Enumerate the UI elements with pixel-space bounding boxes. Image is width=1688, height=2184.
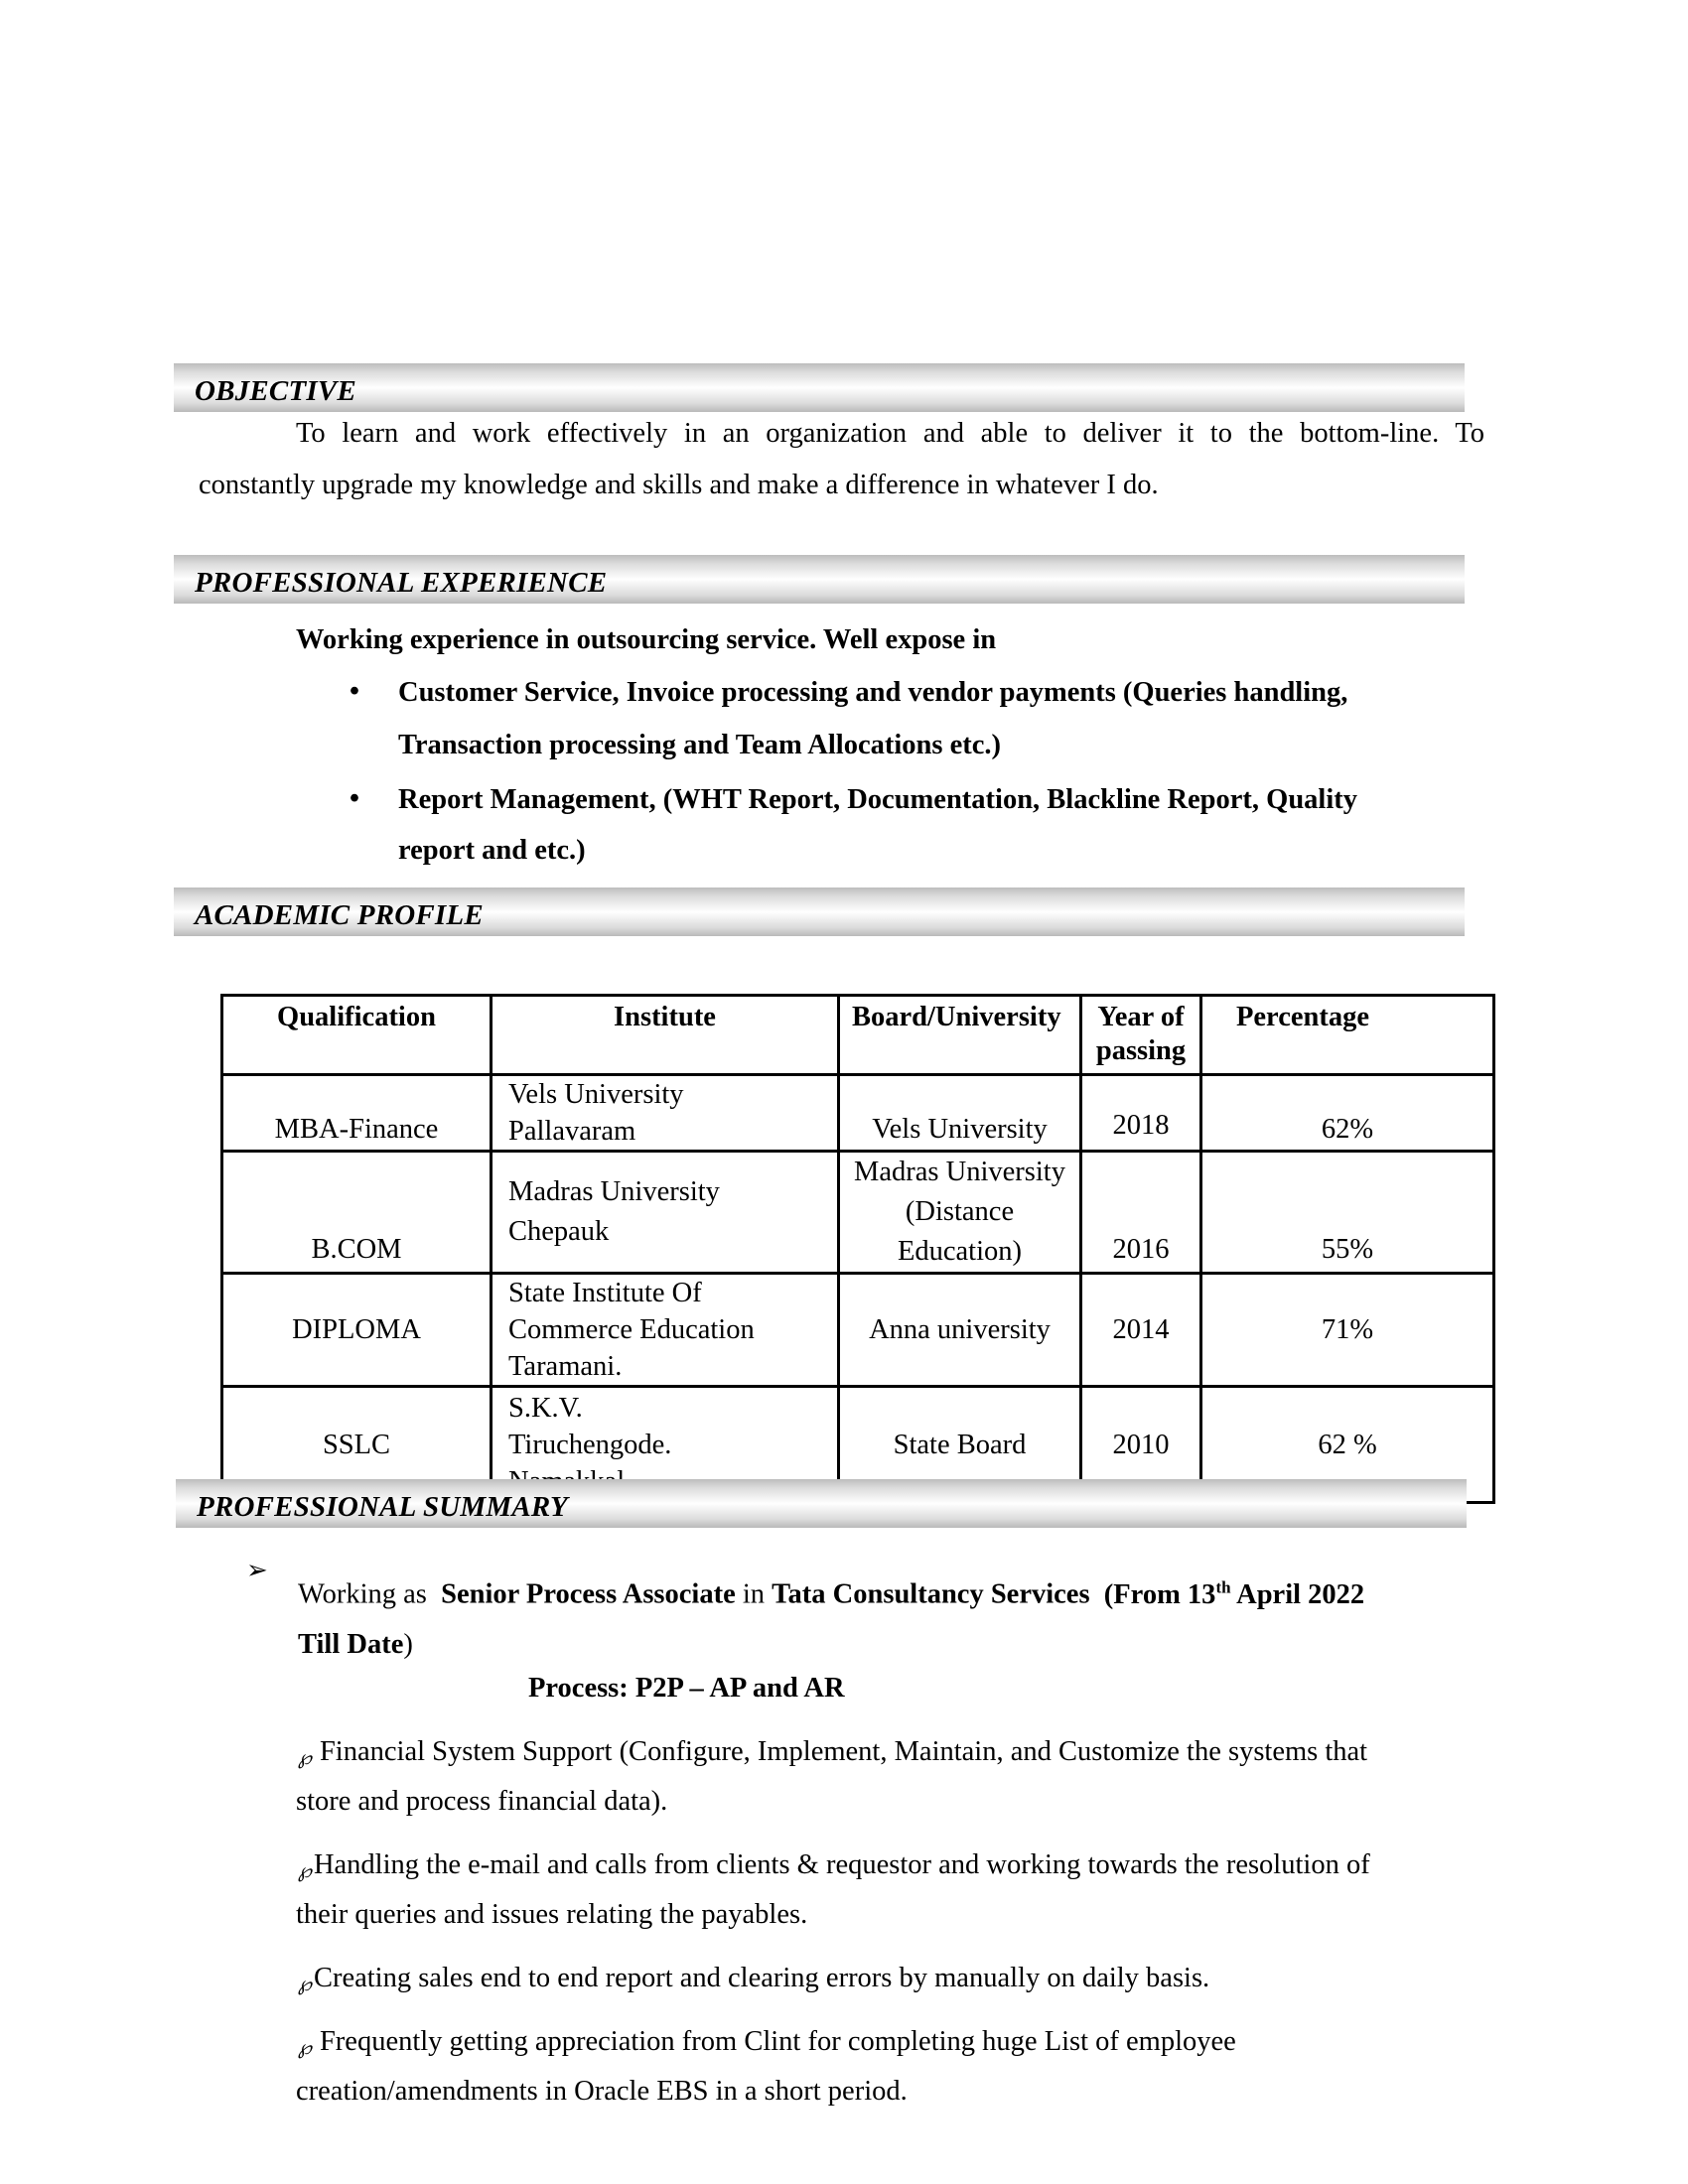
objective-text-line-2: constantly upgrade my knowledge and skills and make a difference in whatever I do. [199,470,1159,500]
experience-bullet-2-line-1: Report Management, (WHT Report, Documentation, Blackline Report, Quality [398,784,1358,815]
cell-percentage: 71% [1201,1274,1494,1387]
experience-bullet-1-line-2: Transaction processing and Team Allocations etc.) [398,730,1001,760]
objective-text-line-1: To learn and work effectively in an organization and able to deliver it to the bottom-line. To [296,418,1484,449]
point-text: Handling the e-mail and calls from clients & requestor and working towards the resolution of [313,1849,1370,1880]
institute-line: S.K.V. [508,1392,583,1424]
point-text: Frequently getting appreciation from Clint for completing huge List of employee [319,2026,1236,2057]
cell-institute [492,1274,839,1387]
from-text: (From 13 [1103,1578,1216,1610]
institute-line: Taramani. [508,1351,623,1382]
cell-board [839,1152,1081,1274]
summary-role-line-2 [298,1631,413,1660]
cell-qualification: MBA-Finance [222,1075,492,1152]
arrow-bullet-icon: ➢ [246,1556,268,1584]
from-rest: April 2022 [1236,1578,1365,1610]
role-prefix: Working as [298,1578,427,1610]
experience-intro: Working experience in outsourcing service. Well expose in [296,624,997,655]
summary-point-2-line-2: their queries and issues relating the payables. [296,1899,808,1930]
close-paren: ) [403,1629,413,1660]
academic-profile-table [220,994,1495,1504]
cell-percentage: 62% [1201,1075,1494,1152]
summary-point-4-line-1 [298,2028,1236,2057]
institute-line: Vels University [508,1079,684,1110]
header-qualification: Qualification [222,996,492,1075]
experience-header-band [174,555,1465,604]
header-institute: Institute [492,996,839,1075]
institute-line: Chepauk [508,1216,610,1247]
header-year [1081,996,1201,1075]
experience-heading: PROFESSIONAL EXPERIENCE [195,567,608,599]
point-text: Financial System Support (Configure, Implement, Maintain, and Customize the systems that [319,1736,1368,1767]
cell-qualification: DIPLOMA [222,1274,492,1387]
summary-role-line-1 [298,1578,1364,1609]
summary-point-3-line-1 [298,1965,1209,1993]
point-bullet-icon: ℘ [298,2037,312,2059]
header-year-line-1: Year of [1097,1002,1185,1032]
cell-board: Anna university [839,1274,1081,1387]
board-line: (Distance Education) [897,1196,1023,1267]
cell-year: 2016 [1081,1152,1201,1274]
cell-percentage: 62 % [1201,1387,1494,1503]
cell-institute [492,1075,839,1152]
point-bullet-icon: ℘ [298,1974,312,1995]
bullet-icon: • [350,783,359,814]
header-percentage: Percentage [1201,996,1494,1075]
objective-header-band [174,363,1465,412]
cell-qualification: SSLC [222,1387,492,1503]
institute-line: Commerce Education [508,1314,755,1345]
institute-line: Madras University [508,1176,720,1207]
company-name: Tata Consultancy Services [772,1578,1090,1610]
objective-heading: OBJECTIVE [195,375,356,407]
summary-point-4-line-2: creation/amendments in Oracle EBS in a short period. [296,2076,908,2107]
cell-institute [492,1152,839,1274]
summary-point-2-line-1 [298,1851,1370,1880]
cell-year: 2010 [1081,1387,1201,1503]
experience-bullet-2-line-2: report and etc.) [398,835,586,866]
table-header-row [222,996,1494,1075]
academic-header-band [174,887,1465,936]
institute-line: Tiruchengode. [508,1429,672,1460]
cell-year: 2014 [1081,1274,1201,1387]
header-year-line-2: passing [1095,1035,1187,1066]
summary-heading: PROFESSIONAL SUMMARY [197,1491,568,1523]
from-superscript: th [1215,1577,1231,1596]
header-board: Board/University [839,996,1081,1075]
point-bullet-icon: ℘ [298,1860,312,1882]
cell-year: 2018 [1081,1075,1201,1152]
summary-point-1-line-2: store and process financial data). [296,1786,668,1817]
board-line: Madras University [854,1157,1065,1187]
summary-header-band [176,1479,1467,1528]
summary-point-1-line-1 [298,1738,1367,1767]
institute-line: Pallavaram [508,1116,636,1147]
role-from-date [1104,1579,1364,1610]
cell-board: State Board [839,1387,1081,1503]
bullet-icon: • [350,676,359,707]
table-row [222,1274,1494,1387]
table-row [222,1152,1494,1274]
cell-percentage: 55% [1201,1152,1494,1274]
cell-qualification: B.COM [222,1152,492,1274]
till-date: Till Date [298,1629,404,1660]
institute-line: State Institute Of [508,1278,702,1308]
point-text: Creating sales end to end report and clearing errors by manually on daily basis. [313,1963,1210,1993]
academic-heading: ACADEMIC PROFILE [195,899,484,931]
table-row [222,1075,1494,1152]
process-label: Process: P2P – AP and AR [528,1673,845,1704]
role-in: in [742,1578,766,1610]
experience-bullet-1-line-1: Customer Service, Invoice processing and vendor payments (Queries handling, [398,677,1348,708]
role-title: Senior Process Associate [441,1578,736,1610]
cell-board: Vels University [839,1075,1081,1152]
point-bullet-icon: ℘ [298,1747,312,1769]
